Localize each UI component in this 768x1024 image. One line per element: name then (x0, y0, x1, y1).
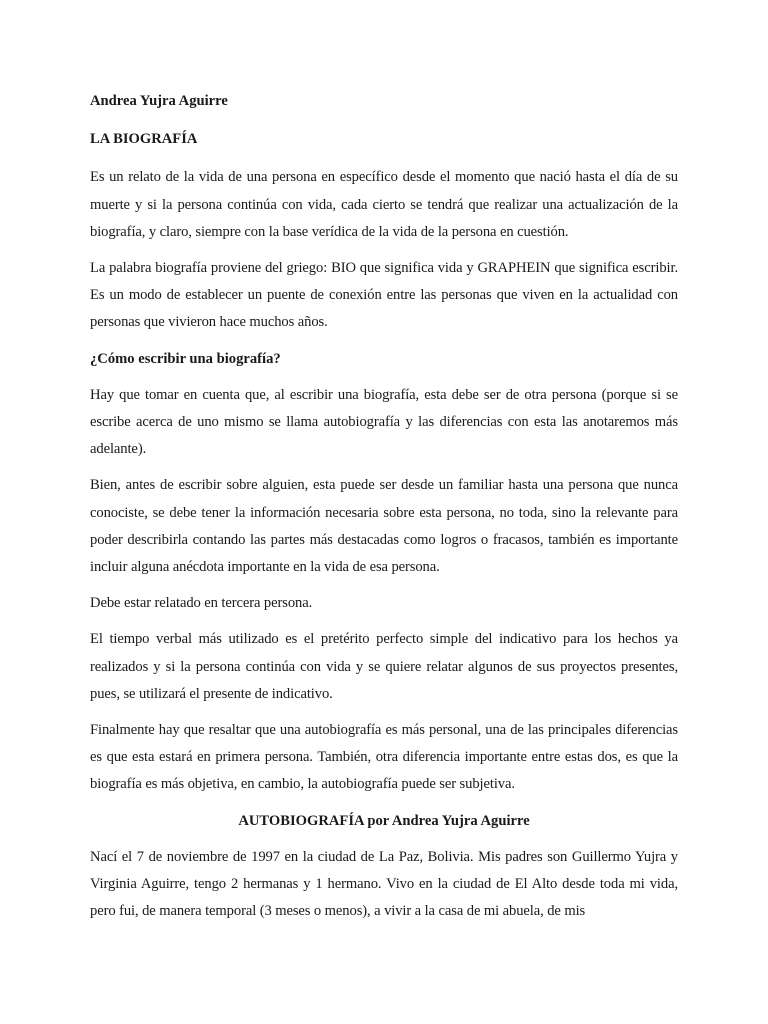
document-title: LA BIOGRAFÍA (90, 131, 198, 148)
paragraph-verb-tense: El tiempo verbal más utilizado es el pretérito perfecto simple del indicativo para los hechos ya realizados y si la persona continúa con vida y se quiere relatar algunos de sus proyectos presentes, pues, se utilizará el presente de indicativo. (90, 631, 678, 702)
autobiography-heading: AUTOBIOGRAFÍA por Andrea Yujra Aguirre (238, 812, 530, 829)
paragraph-definition: Es un relato de la vida de una persona en específico desde el momento que nació hasta el día de su muerte y si la persona continúa con vida, cada cierto se tendrá que realizar una actualización de la biografía, y claro, siempre con la base verídica de la vida de la persona en cuestión. (90, 169, 678, 240)
document-page (90, 88, 678, 934)
author-name: Andrea Yujra Aguirre (90, 93, 228, 109)
paragraph-differences: Finalmente hay que resaltar que una autobiografía es más personal, una de las principales diferencias es que esta estará en primera persona. También, otra diferencia importante entre estas dos, es que la biografía es más objetiva, en cambio, la autobiografía puede ser subjetiva. (90, 722, 678, 793)
paragraph-third-person: Debe estar relatado en tercera persona. (90, 595, 313, 612)
paragraph-information: Bien, antes de escribir sobre alguien, esta puede ser desde un familiar hasta una persona que nunca conociste, se debe tener la información necesaria sobre esta persona, no toda, sino la relevante para poder describirla contando las partes más destacadas como logros o fracasos, también es importante incluir alguna anécdota importante en la vida de esa persona. (90, 477, 678, 576)
paragraph-autobiography: Nací el 7 de noviembre de 1997 en la ciudad de La Paz, Bolivia. Mis padres son Guillermo Yujra y Virginia Aguirre, tengo 2 hermanas y 1 hermano. Vivo en la ciudad de El Alto desde toda mi vida, pero fui, de manera temporal (3 meses o menos), a vivir a la casa de mi abuela, de mis (90, 848, 678, 920)
section-heading-how-to: ¿Cómo escribir una biografía? (90, 350, 281, 367)
paragraph-etymology: La palabra biografía proviene del griego: BIO que significa vida y GRAPHEIN que significa escribir. Es un modo de establecer un puente de conexión entre las personas que viven en la actualidad con personas que vivieron hace muchos años. (90, 260, 678, 331)
paragraph-other-person: Hay que tomar en cuenta que, al escribir una biografía, esta debe ser de otra persona (porque si se escribe acerca de uno mismo se llama autobiografía y las diferencias con esta las anotaremos más adelante). (90, 386, 678, 458)
